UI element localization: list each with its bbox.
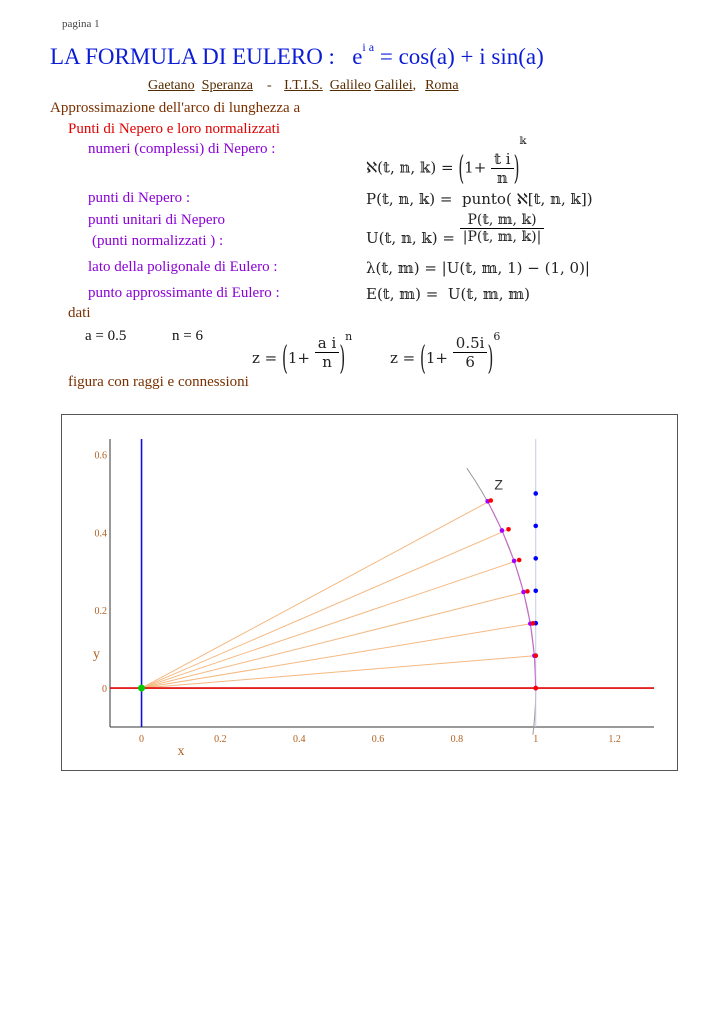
ray-2 (142, 623, 533, 688)
author-first-name: Gaetano (148, 78, 195, 93)
polygon-edge-5 (488, 501, 502, 530)
vertical-point-3 (533, 588, 538, 593)
value-n: n = 6 (172, 328, 203, 344)
formula-P-rhs: punto( ℵ[𝕥, 𝕟, 𝕜]) (461, 190, 593, 208)
formula-z2-lhs: z = (390, 348, 416, 367)
ray-3 (142, 591, 528, 688)
paren-close: ) (513, 147, 520, 188)
origin-point (138, 685, 145, 692)
formula-aleph-one: 1+ (464, 158, 487, 177)
formula-z-fraction (315, 334, 340, 371)
formula-aleph-lhs: ℵ(𝕥, 𝕟, 𝕜) = (366, 158, 454, 177)
paren-open: ( (420, 337, 426, 378)
author-comma: , (412, 78, 417, 93)
nepero-point-5 (506, 527, 511, 532)
formula-z2-one: 1+ (425, 348, 449, 367)
formula-aleph-numerator: 𝕥 i (491, 150, 514, 169)
x-tick-label-1: 0.2 (214, 734, 227, 745)
formula-P-lhs: P(𝕥, 𝕟, 𝕜) = (366, 190, 453, 208)
vertical-point-4 (533, 556, 538, 561)
y-tick-label-2: 0.4 (94, 528, 107, 540)
polygon-edge-1 (530, 624, 534, 656)
nepero-point-0 (533, 686, 538, 691)
def-label-nepero-points: punti di Nepero : (88, 190, 191, 206)
ray-4 (142, 560, 520, 688)
unit-point-4 (512, 559, 517, 564)
paren-close: ) (487, 337, 494, 378)
ray-5 (142, 529, 509, 688)
nepero-point-4 (517, 558, 522, 563)
figure-caption: figura con raggi e connessioni (68, 374, 249, 390)
title-main: LA FORMULA DI EULERO : (50, 44, 335, 69)
def-label-euler-side: lato della poligonale di Eulero : (88, 259, 278, 275)
x-tick-label-0: 0 (139, 734, 145, 745)
paren-open: ( (282, 337, 288, 378)
unit-point-3 (521, 590, 526, 595)
formula-z2-denominator: 6 (465, 353, 475, 371)
section-nepero-heading: Punti di Nepero e loro normalizzati (68, 121, 281, 137)
y-tick-label-3: 0.6 (94, 450, 107, 462)
formula-z2-exponent: 6 (493, 330, 501, 343)
x-tick-label-2: 0.4 (292, 734, 306, 745)
title-lhs-base: e (352, 44, 363, 69)
polygon-edge-2 (524, 592, 531, 624)
y-axis-label: y (93, 647, 100, 663)
formula-lambda-rhs: |U(𝕥, 𝕞, 1) − (1, 0)| (441, 259, 590, 277)
paren-open: ( (458, 147, 465, 188)
nepero-point-1 (533, 653, 538, 658)
formula-z-numeric (390, 330, 501, 378)
page-title (50, 40, 544, 70)
formula-U-numerator: P(𝕥, 𝕞, 𝕜) (460, 212, 545, 229)
y-tick-label-0: 0 (102, 684, 107, 696)
authors-line (148, 78, 459, 94)
y-tick-label-1: 0.2 (94, 606, 107, 618)
polygon-edge-4 (502, 530, 514, 560)
formula-z-numerator: a i (315, 334, 340, 353)
dati-heading: dati (68, 305, 91, 321)
formula-z-lhs: z = (252, 348, 278, 367)
x-tick-label-5: 1 (533, 734, 539, 745)
school-name-2: Galilei (374, 78, 413, 93)
title-rhs: = cos(a) + i sin(a) (379, 44, 544, 69)
x-tick-label-3: 0.6 (371, 734, 385, 745)
def-label-normalized: (punti normalizzati ) : (92, 233, 224, 249)
value-a: a = 0.5 (85, 328, 127, 344)
ray-6 (142, 500, 491, 688)
formula-lambda (366, 259, 590, 277)
formula-E-lhs: E(𝕥, 𝕞) = (366, 285, 439, 303)
formula-z-symbolic (252, 330, 353, 378)
def-label-nepero-numbers: numeri (complessi) di Nepero : (88, 141, 276, 157)
formula-aleph-denominator: 𝕟 (496, 169, 508, 187)
page-number: pagina 1 (62, 18, 100, 30)
section-arc-heading: Approssimazione dell'arco di lunghezza a (50, 100, 301, 116)
annotation-z: Z (494, 476, 503, 493)
formula-aleph-fraction (491, 150, 514, 187)
nepero-point-6 (489, 498, 494, 503)
unit-point-5 (500, 528, 505, 533)
x-axis-label: x (177, 744, 185, 759)
def-label-euler-point: punto approssimante di Eulero : (88, 285, 280, 301)
formula-U-lhs: U(𝕥, 𝕟, 𝕜) = (366, 228, 455, 247)
formula-z2-fraction (453, 334, 488, 371)
x-tick-label-6: 1.2 (608, 734, 621, 745)
formula-z2-numerator: 0.5i (453, 334, 488, 353)
nepero-point-2 (531, 621, 536, 626)
formula-lambda-lhs: λ(𝕥, 𝕞) = (366, 259, 437, 277)
formula-E (366, 285, 530, 303)
euler-chart (62, 415, 677, 770)
author-last-name: Speranza (201, 78, 253, 93)
def-label-unit-points: punti unitari di Nepero (88, 212, 226, 228)
x-tick-label-4: 0.8 (450, 734, 464, 745)
ray-1 (142, 656, 536, 688)
formula-U (366, 212, 544, 245)
formula-aleph (366, 136, 527, 188)
polygon-edge-3 (514, 561, 523, 592)
vertical-point-6 (533, 491, 538, 496)
figure-frame (61, 414, 678, 771)
formula-U-fraction (460, 212, 545, 245)
school-abbrev: I.T.I.S. (284, 78, 323, 93)
vertical-point-5 (533, 524, 538, 529)
formula-z-one: 1+ (287, 348, 311, 367)
formula-z-denominator: n (322, 353, 332, 371)
formula-z-exponent: n (345, 330, 353, 343)
formula-aleph-exponent: 𝕜 (519, 136, 527, 147)
school-name-1: Galileo (329, 78, 371, 93)
paren-close: ) (339, 337, 346, 378)
school-city: Roma (425, 78, 459, 93)
title-lhs-exponent: i a (362, 40, 375, 54)
formula-U-denominator: |P(𝕥, 𝕞, 𝕜)| (462, 229, 542, 245)
formula-P (366, 190, 593, 208)
nepero-point-3 (525, 589, 530, 594)
formula-E-rhs: U(𝕥, 𝕞, 𝕞) (447, 285, 530, 303)
author-separator: - (266, 78, 272, 93)
